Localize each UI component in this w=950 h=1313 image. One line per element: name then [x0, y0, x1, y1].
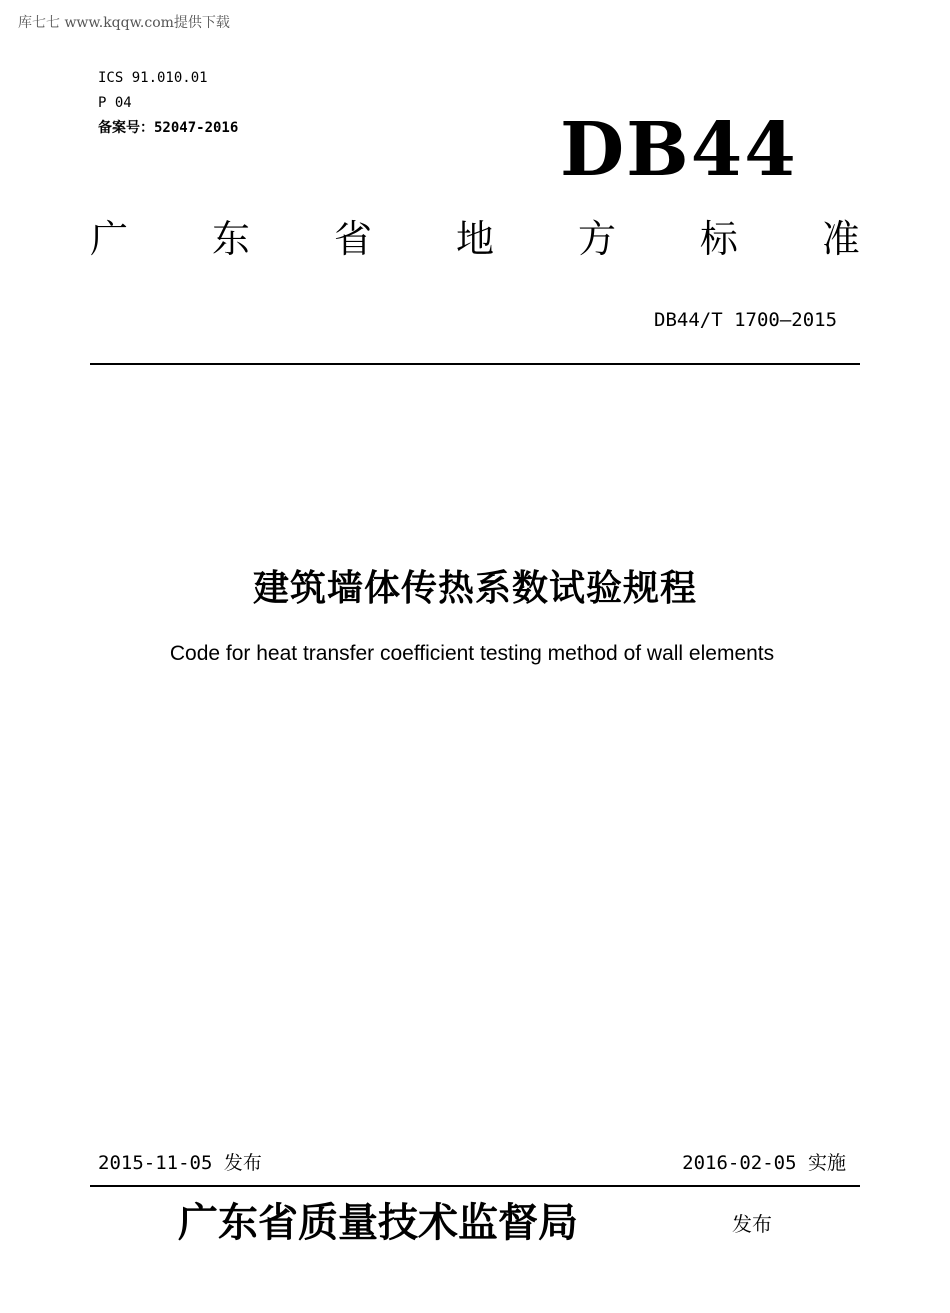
standard-number: DB44/T 1700—2015: [654, 309, 838, 331]
bottom-divider: [90, 1185, 860, 1187]
ccs-code: P 04: [98, 95, 132, 111]
ics-code: ICS 91.010.01: [98, 70, 208, 86]
standard-type-heading: [90, 214, 860, 264]
standard-type-char: 地: [455, 217, 494, 261]
db44-logo: DB44: [560, 107, 798, 193]
watermark-text: 库七七 www.kqqw.com提供下载: [18, 15, 230, 31]
standard-type-char: 省: [333, 217, 372, 261]
top-divider: [90, 363, 860, 365]
standard-type-char: 东: [211, 217, 250, 261]
document-title-chinese: 建筑墙体传热系数试验规程: [252, 568, 697, 609]
standard-type-char: 广: [90, 217, 129, 261]
issuing-suffix: 发布: [732, 1212, 772, 1236]
publish-date: 2015-11-05 发布: [98, 1152, 262, 1174]
implement-date: 2016-02-05 实施: [682, 1152, 846, 1174]
standard-type-char: 准: [821, 217, 860, 261]
issuing-authority: 广东省质量技术监督局: [178, 1199, 578, 1246]
standard-type-char: 标: [699, 217, 738, 261]
filing-number: 备案号：52047-2016: [98, 120, 239, 136]
standard-type-char: 方: [577, 217, 616, 261]
document-title-english: Code for heat transfer coefficient testing method of wall elements: [169, 642, 775, 665]
